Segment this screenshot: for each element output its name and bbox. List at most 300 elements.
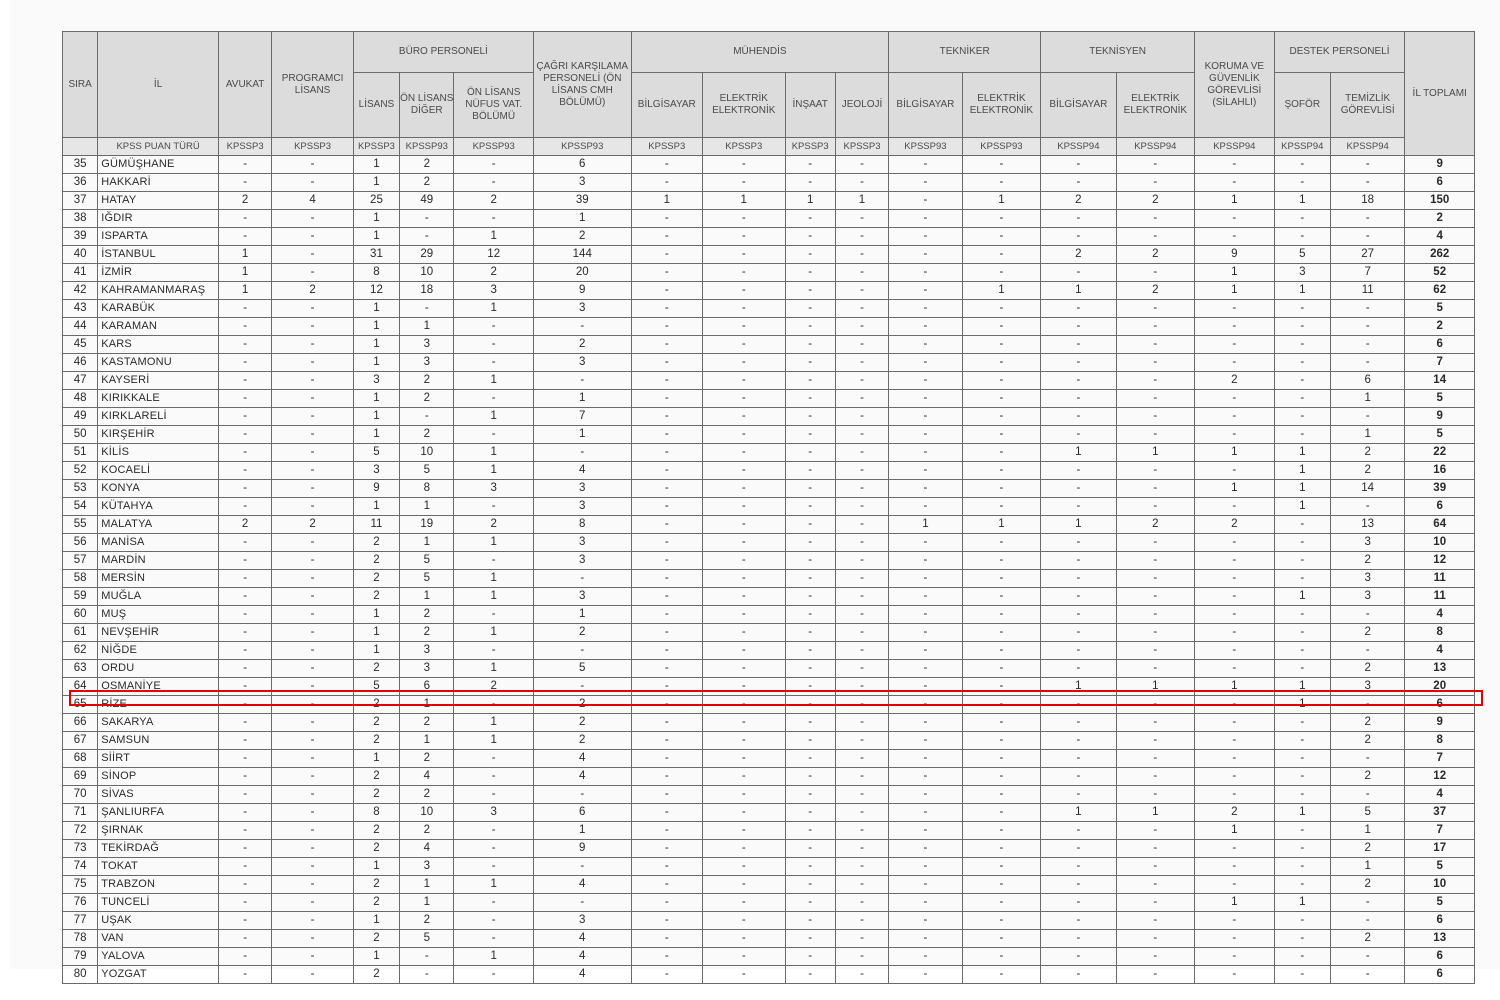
table-cell: - — [454, 336, 534, 354]
table-cell: - — [785, 786, 835, 804]
table-cell: 19 — [400, 516, 454, 534]
province-total-cell: 62 — [1405, 282, 1475, 300]
table-cell: 25 — [353, 192, 399, 210]
table-cell: - — [962, 480, 1041, 498]
table-cell: - — [1116, 318, 1194, 336]
table-cell: - — [785, 822, 835, 840]
table-cell: - — [1116, 174, 1194, 192]
table-cell: - — [631, 318, 702, 336]
table-cell: - — [785, 606, 835, 624]
table-row — [63, 714, 1475, 732]
table-cell: 1 — [218, 264, 271, 282]
table-cell: - — [785, 966, 835, 984]
table-cell: - — [1041, 354, 1116, 372]
province-quota-table — [62, 31, 1475, 984]
table-cell: - — [631, 930, 702, 948]
table-cell: - — [631, 246, 702, 264]
row-number-cell: 45 — [63, 336, 98, 354]
table-cell: 7 — [1330, 264, 1404, 282]
table-cell: 3 — [533, 552, 631, 570]
table-cell: - — [1041, 264, 1116, 282]
table-cell: - — [835, 552, 888, 570]
province-total-cell: 22 — [1405, 444, 1475, 462]
table-cell: - — [835, 318, 888, 336]
table-cell: 2 — [533, 624, 631, 642]
group-teknisyen-header: TEKNİSYEN — [1041, 32, 1195, 73]
table-cell: - — [1041, 732, 1116, 750]
puan-turu-cell: KPSSP93 — [400, 138, 454, 156]
table-cell: - — [631, 876, 702, 894]
table-cell: 1 — [353, 318, 399, 336]
table-cell: - — [889, 876, 962, 894]
table-cell: - — [631, 606, 702, 624]
table-cell: - — [272, 660, 354, 678]
table-cell: - — [1116, 768, 1194, 786]
province-name-cell: MALATYA — [98, 516, 219, 534]
row-number-cell: 71 — [63, 804, 98, 822]
table-cell: - — [272, 642, 354, 660]
table-cell: - — [631, 354, 702, 372]
table-cell: - — [703, 498, 786, 516]
table-cell: - — [962, 174, 1041, 192]
table-cell: 5 — [400, 462, 454, 480]
table-cell: 6 — [1330, 372, 1404, 390]
table-cell: - — [785, 210, 835, 228]
table-cell: 1 — [1195, 264, 1275, 282]
sub-sofor-header: ŞOFÖR — [1274, 73, 1330, 138]
table-cell: 3 — [400, 660, 454, 678]
row-number-cell: 63 — [63, 660, 98, 678]
table-cell: - — [1274, 156, 1330, 174]
table-cell: - — [889, 264, 962, 282]
table-cell: - — [962, 786, 1041, 804]
table-cell: - — [703, 462, 786, 480]
table-cell: - — [631, 714, 702, 732]
table-cell: - — [1195, 570, 1275, 588]
table-cell: - — [631, 750, 702, 768]
row-number-cell: 73 — [63, 840, 98, 858]
table-cell: - — [962, 678, 1041, 696]
table-cell: - — [1041, 570, 1116, 588]
table-cell: 1 — [400, 588, 454, 606]
province-name-cell: TOKAT — [98, 858, 219, 876]
table-cell: - — [785, 930, 835, 948]
puan-turu-cell: KPSSP3 — [835, 138, 888, 156]
table-cell: - — [272, 354, 354, 372]
table-cell: 39 — [533, 192, 631, 210]
table-cell: - — [1274, 786, 1330, 804]
table-cell: - — [631, 426, 702, 444]
province-name-cell: KOCAELİ — [98, 462, 219, 480]
table-cell: - — [1330, 354, 1404, 372]
table-cell: - — [1274, 210, 1330, 228]
table-cell: 1 — [353, 210, 399, 228]
table-cell: 1 — [454, 660, 534, 678]
table-cell: 1 — [454, 372, 534, 390]
table-cell: - — [889, 894, 962, 912]
table-row — [63, 696, 1475, 714]
table-row — [63, 930, 1475, 948]
province-total-cell: 16 — [1405, 462, 1475, 480]
table-cell: - — [1041, 552, 1116, 570]
table-cell: 3 — [454, 480, 534, 498]
row-number-cell: 38 — [63, 210, 98, 228]
province-total-cell: 10 — [1405, 534, 1475, 552]
table-cell: 1 — [353, 300, 399, 318]
table-cell: - — [218, 300, 271, 318]
table-cell: - — [835, 498, 888, 516]
table-cell: - — [272, 606, 354, 624]
table-row — [63, 858, 1475, 876]
table-cell: 1 — [962, 192, 1041, 210]
table-cell: - — [835, 912, 888, 930]
table-cell: 11 — [1330, 282, 1404, 300]
table-cell: - — [889, 570, 962, 588]
table-cell: - — [218, 876, 271, 894]
table-cell: 1 — [1195, 282, 1275, 300]
table-cell: - — [1195, 210, 1275, 228]
table-cell: 1 — [1041, 804, 1116, 822]
table-cell: - — [785, 462, 835, 480]
table-cell: - — [218, 714, 271, 732]
table-cell: - — [1274, 570, 1330, 588]
table-cell: - — [454, 822, 534, 840]
table-cell: 2 — [533, 714, 631, 732]
province-total-cell: 9 — [1405, 408, 1475, 426]
table-cell: - — [1330, 696, 1404, 714]
table-cell: 2 — [1330, 462, 1404, 480]
table-cell: 2 — [1330, 930, 1404, 948]
table-cell: - — [218, 408, 271, 426]
table-cell: - — [218, 372, 271, 390]
table-cell: - — [533, 444, 631, 462]
table-cell: - — [962, 228, 1041, 246]
table-cell: - — [1041, 156, 1116, 174]
table-cell: - — [272, 480, 354, 498]
puan-turu-row — [63, 138, 1475, 156]
table-cell: - — [1116, 336, 1194, 354]
table-cell: - — [1195, 354, 1275, 372]
table-cell: - — [1116, 426, 1194, 444]
table-cell: 1 — [533, 390, 631, 408]
table-cell: - — [889, 318, 962, 336]
col-cagri-header: ÇAĞRI KARŞILAMA PERSONELİ (ÖN LİSANS CMH BÖLÜMÜ) — [533, 32, 631, 138]
province-name-cell: MUŞ — [98, 606, 219, 624]
table-cell: - — [835, 300, 888, 318]
row-number-cell: 72 — [63, 822, 98, 840]
province-name-cell: IĞDIR — [98, 210, 219, 228]
table-cell: - — [454, 642, 534, 660]
table-cell: - — [272, 858, 354, 876]
province-total-cell: 8 — [1405, 624, 1475, 642]
table-cell: 2 — [272, 282, 354, 300]
table-row — [63, 534, 1475, 552]
table-cell: - — [272, 966, 354, 984]
table-cell: - — [962, 732, 1041, 750]
table-cell: 1 — [533, 426, 631, 444]
table-cell: - — [272, 930, 354, 948]
table-cell: 5 — [353, 444, 399, 462]
table-cell: - — [785, 534, 835, 552]
province-total-cell: 5 — [1405, 390, 1475, 408]
table-cell: - — [1274, 750, 1330, 768]
table-cell: - — [889, 660, 962, 678]
table-cell: - — [785, 840, 835, 858]
table-cell: 1 — [1274, 480, 1330, 498]
table-cell: - — [1274, 876, 1330, 894]
table-cell: 3 — [454, 282, 534, 300]
table-cell: - — [1116, 786, 1194, 804]
table-cell: 2 — [1195, 516, 1275, 534]
table-cell: - — [889, 408, 962, 426]
province-name-cell: ŞIRNAK — [98, 822, 219, 840]
province-name-cell: KARAMAN — [98, 318, 219, 336]
table-cell: - — [962, 804, 1041, 822]
table-cell: 3 — [353, 372, 399, 390]
table-cell: - — [962, 246, 1041, 264]
table-cell: - — [889, 534, 962, 552]
table-cell: 2 — [353, 894, 399, 912]
table-row — [63, 336, 1475, 354]
table-cell: - — [703, 768, 786, 786]
row-number-cell: 48 — [63, 390, 98, 408]
table-cell: - — [785, 408, 835, 426]
table-cell: - — [962, 948, 1041, 966]
table-cell: 2 — [1330, 840, 1404, 858]
province-name-cell: KIRŞEHİR — [98, 426, 219, 444]
table-cell: - — [835, 696, 888, 714]
table-cell: 2 — [353, 570, 399, 588]
table-cell: 7 — [533, 408, 631, 426]
table-cell: 2 — [454, 678, 534, 696]
province-total-cell: 64 — [1405, 516, 1475, 534]
table-cell: - — [703, 930, 786, 948]
table-cell: - — [1041, 822, 1116, 840]
puan-turu-cell: KPSSP93 — [962, 138, 1041, 156]
table-cell: - — [835, 246, 888, 264]
table-cell: - — [454, 390, 534, 408]
table-cell: - — [1195, 426, 1275, 444]
province-total-cell: 150 — [1405, 192, 1475, 210]
table-cell: - — [835, 588, 888, 606]
table-cell: 2 — [1195, 804, 1275, 822]
table-cell: - — [889, 354, 962, 372]
table-cell: 31 — [353, 246, 399, 264]
table-cell: - — [1116, 642, 1194, 660]
table-cell: 1 — [454, 948, 534, 966]
table-cell: - — [272, 750, 354, 768]
col-koruma-header: KORUMA VE GÜVENLİK GÖREVLİSİ (SİLAHLI) — [1195, 32, 1275, 138]
province-name-cell: KAHRAMANMARAŞ — [98, 282, 219, 300]
table-cell: - — [1116, 966, 1194, 984]
table-cell: 4 — [400, 768, 454, 786]
table-cell: 1 — [1274, 498, 1330, 516]
table-cell: - — [1195, 156, 1275, 174]
table-cell: - — [533, 318, 631, 336]
table-cell: - — [631, 678, 702, 696]
table-cell: - — [703, 336, 786, 354]
table-cell: - — [1274, 912, 1330, 930]
table-cell: - — [1195, 858, 1275, 876]
province-total-cell: 6 — [1405, 498, 1475, 516]
table-cell: - — [1116, 714, 1194, 732]
table-cell: 1 — [353, 228, 399, 246]
table-cell: - — [962, 894, 1041, 912]
table-cell: - — [218, 534, 271, 552]
table-cell: - — [1116, 210, 1194, 228]
table-cell: - — [1116, 588, 1194, 606]
table-cell: - — [889, 822, 962, 840]
table-cell: - — [272, 390, 354, 408]
table-cell: - — [272, 228, 354, 246]
table-cell: - — [703, 858, 786, 876]
table-cell: - — [454, 318, 534, 336]
province-name-cell: GÜMÜŞHANE — [98, 156, 219, 174]
table-cell: 5 — [1330, 804, 1404, 822]
row-number-cell: 65 — [63, 696, 98, 714]
table-cell: - — [962, 606, 1041, 624]
table-row — [63, 498, 1475, 516]
table-cell: - — [785, 642, 835, 660]
province-total-cell: 10 — [1405, 876, 1475, 894]
table-cell: - — [703, 840, 786, 858]
table-cell: - — [703, 660, 786, 678]
table-cell: - — [889, 498, 962, 516]
table-cell: - — [962, 588, 1041, 606]
table-row — [63, 210, 1475, 228]
table-cell: 1 — [1195, 192, 1275, 210]
row-number-cell: 75 — [63, 876, 98, 894]
table-cell: - — [1274, 732, 1330, 750]
table-cell: - — [889, 750, 962, 768]
table-row — [63, 372, 1475, 390]
table-cell: - — [703, 480, 786, 498]
table-cell: - — [1195, 498, 1275, 516]
table-cell: - — [454, 858, 534, 876]
province-rows — [63, 156, 1475, 984]
table-cell: - — [1330, 228, 1404, 246]
puan-turu-cell: KPSSP3 — [631, 138, 702, 156]
table-cell: - — [1116, 624, 1194, 642]
table-cell: - — [1330, 300, 1404, 318]
table-cell: 20 — [533, 264, 631, 282]
table-cell: 1 — [1195, 444, 1275, 462]
table-cell: 9 — [1195, 246, 1275, 264]
table-cell: - — [835, 372, 888, 390]
table-cell: - — [703, 786, 786, 804]
table-cell: 10 — [400, 444, 454, 462]
row-number-cell: 43 — [63, 300, 98, 318]
table-cell: 3 — [533, 534, 631, 552]
table-cell: - — [703, 390, 786, 408]
table-cell: 1 — [533, 606, 631, 624]
table-cell: - — [631, 588, 702, 606]
table-cell: - — [533, 786, 631, 804]
province-name-cell: VAN — [98, 930, 219, 948]
table-row — [63, 678, 1475, 696]
table-cell: - — [1041, 948, 1116, 966]
table-cell: - — [835, 840, 888, 858]
table-cell: 2 — [353, 876, 399, 894]
province-total-cell: 8 — [1405, 732, 1475, 750]
table-cell: - — [1041, 174, 1116, 192]
table-cell: - — [835, 894, 888, 912]
table-cell: - — [218, 570, 271, 588]
table-cell: - — [454, 696, 534, 714]
table-cell: 6 — [533, 156, 631, 174]
table-cell: - — [1330, 966, 1404, 984]
table-cell: - — [835, 732, 888, 750]
table-cell: 8 — [353, 264, 399, 282]
province-total-cell: 6 — [1405, 966, 1475, 984]
table-cell: 2 — [1116, 516, 1194, 534]
table-cell: - — [703, 444, 786, 462]
table-cell: - — [889, 768, 962, 786]
sub-tkn-elektrik-header: ELEKTRİK ELEKTRONİK — [1116, 73, 1194, 138]
province-name-cell: OSMANİYE — [98, 678, 219, 696]
table-cell: 1 — [353, 354, 399, 372]
table-cell: - — [218, 426, 271, 444]
table-cell: - — [272, 408, 354, 426]
table-cell: - — [703, 354, 786, 372]
province-name-cell: SİNOP — [98, 768, 219, 786]
table-cell: - — [889, 156, 962, 174]
table-cell: - — [272, 462, 354, 480]
table-cell: - — [785, 300, 835, 318]
table-cell: 2 — [400, 372, 454, 390]
table-cell: 2 — [1116, 192, 1194, 210]
table-cell: - — [1116, 822, 1194, 840]
table-cell: 3 — [1274, 264, 1330, 282]
table-cell: - — [835, 678, 888, 696]
table-cell: - — [1330, 948, 1404, 966]
table-cell: - — [835, 876, 888, 894]
table-cell: 3 — [353, 462, 399, 480]
table-cell: - — [454, 750, 534, 768]
table-cell: 2 — [353, 696, 399, 714]
province-total-cell: 11 — [1405, 570, 1475, 588]
table-cell: - — [631, 786, 702, 804]
row-number-cell: 79 — [63, 948, 98, 966]
sub-muh-jeoloji-header: JEOLOJİ — [835, 73, 888, 138]
table-cell: 12 — [353, 282, 399, 300]
province-name-cell: ISPARTA — [98, 228, 219, 246]
table-row — [63, 552, 1475, 570]
table-cell: - — [785, 264, 835, 282]
table-cell: - — [1274, 390, 1330, 408]
table-cell: 2 — [400, 912, 454, 930]
table-cell: - — [962, 660, 1041, 678]
table-cell: 2 — [353, 534, 399, 552]
table-cell: 6 — [400, 678, 454, 696]
table-cell: 1 — [353, 858, 399, 876]
table-cell: 2 — [454, 516, 534, 534]
province-name-cell: NEVŞEHİR — [98, 624, 219, 642]
table-cell: - — [218, 750, 271, 768]
table-row — [63, 228, 1475, 246]
table-cell: - — [785, 894, 835, 912]
table-cell: 1 — [962, 516, 1041, 534]
row-number-cell: 59 — [63, 588, 98, 606]
table-cell: - — [631, 156, 702, 174]
table-cell: 1 — [454, 570, 534, 588]
row-number-cell: 39 — [63, 228, 98, 246]
table-cell: 3 — [533, 174, 631, 192]
table-cell: - — [785, 570, 835, 588]
table-cell: 1 — [454, 444, 534, 462]
table-cell: - — [835, 174, 888, 192]
table-cell: 2 — [400, 390, 454, 408]
